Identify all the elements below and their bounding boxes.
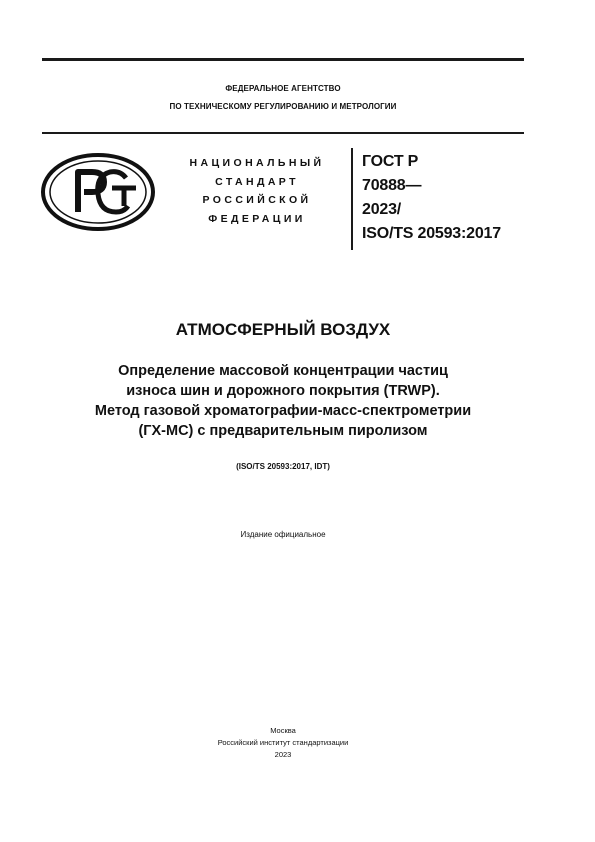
agency-line-2: ПО ТЕХНИЧЕСКОМУ РЕГУЛИРОВАНИЮ И МЕТРОЛОГИИ: [169, 102, 397, 111]
subtitle-line: износа шин и дорожного покрытия (TRWP).: [126, 383, 440, 399]
subtitle-line: Метод газовой хроматографии-масс-спектрометрии: [94, 403, 472, 419]
document-subtitle: [42, 361, 524, 441]
designation-line: ГОСТ Р: [362, 153, 419, 170]
footer-year: 2023: [274, 750, 292, 759]
standard-label-line: НАЦИОНАЛЬНЫЙ: [189, 157, 325, 169]
vertical-divider: [351, 148, 353, 250]
designation-line: 70888—: [362, 177, 422, 194]
iso-reference: (ISO/TS 20593:2017, IDT): [236, 462, 330, 471]
national-standard-label: [168, 154, 346, 228]
rst-certification-mark-icon: [40, 152, 160, 232]
standard-label-line: СТАНДАРТ: [215, 175, 299, 188]
standard-label-line: ФЕДЕРАЦИИ: [208, 212, 306, 225]
standard-designation: [362, 150, 501, 246]
designation-line: 2023/: [362, 201, 402, 218]
footer-publisher: Российский институт стандартизации: [217, 738, 349, 747]
subtitle-line: Определение массовой концентрации частиц: [118, 363, 448, 379]
standard-label-line: РОССИЙСКОЙ: [202, 194, 312, 206]
document-title: АТМОСФЕРНЫЙ ВОЗДУХ: [175, 320, 391, 339]
header-rule: [42, 132, 524, 134]
top-rule: [42, 58, 524, 61]
publication-footer: [42, 725, 524, 761]
agency-line-1: ФЕДЕРАЛЬНОЕ АГЕНТСТВО: [225, 84, 341, 93]
edition-note: Издание официальное: [240, 530, 326, 539]
designation-line: ISO/TS 20593:2017: [362, 225, 501, 242]
subtitle-line: (ГХ-МС) с предварительным пиролизом: [138, 423, 428, 439]
footer-city: Москва: [270, 726, 296, 735]
